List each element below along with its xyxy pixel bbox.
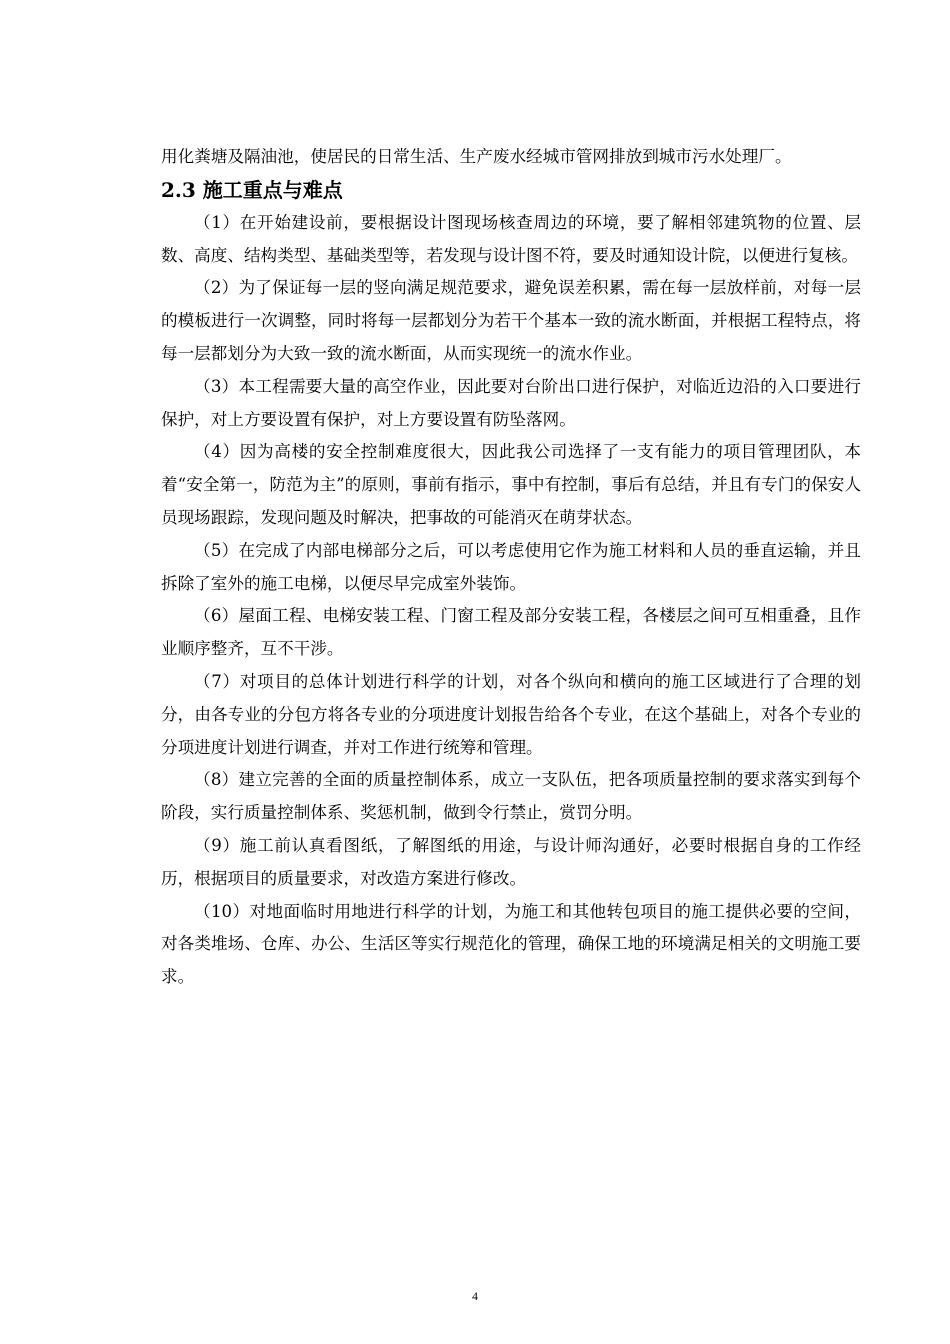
page-body (161, 141, 861, 994)
list-item-1: （1）在开始建设前，要根据设计图现场核查周边的环境，要了解相邻建筑物的位置、层数、高度、结构类型、基础类型等，若发现与设计图不符，要及时通知设计院，以便进行复核。 (161, 212, 861, 265)
list-item-9: （9）施工前认真看图纸，了解图纸的用途，与设计师沟通好，必要时根据自身的工作经历，根据项目的质量要求，对改造方案进行修改。 (161, 835, 861, 888)
list-item-6: （6）屋面工程、电梯安装工程、门窗工程及部分安装工程，各楼层之间可互相重叠，且作业顺序整齐，互不干涉。 (161, 606, 861, 659)
list-item-2: （2）为了保证每一层的竖向满足规范要求，避免误差积累，需在每一层放样前，对每一层的模板进行一次调整，同时将每一层都划分为若干个基本一致的流水断面，并根据工程特点，将每一层都划分为大致一致的流水断面，从而实现统一的流水作业。 (161, 278, 861, 363)
lead-paragraph: 用化粪塘及隔油池，使居民的日常生活、生产废水经城市管网排放到城市污水处理厂。 (161, 147, 792, 166)
section-heading: 2.3 施工重点与难点 (161, 177, 343, 202)
list-item-3: （3）本工程需要大量的高空作业，因此要对台阶出口进行保护，对临近边沿的入口要进行保护，对上方要设置有保护，对上方要设置有防坠落网。 (161, 376, 861, 429)
list-item-8: （8）建立完善的全面的质量控制体系，成立一支队伍，把各项质量控制的要求落实到每个阶段，实行质量控制体系、奖惩机制，做到令行禁止，赏罚分明。 (161, 770, 861, 823)
list-item-10: （10）对地面临时用地进行科学的计划，为施工和其他转包项目的施工提供必要的空间，对各类堆场、仓库、办公、生活区等实行规范化的管理，确保工地的环境满足相关的文明施工要求。 (161, 901, 861, 987)
list-item-7: （7）对项目的总体计划进行科学的计划，对各个纵向和横向的施工区域进行了合理的划分，由各专业的分包方将各专业的分项进度计划报告给各个专业，在这个基础上，对各个专业的分项进度计划进行调查，并对工作进行统筹和管理。 (161, 671, 861, 757)
page-number: 4 (472, 1289, 478, 1303)
list-item-5: （5）在完成了内部电梯部分之后，可以考虑使用它作为施工材料和人员的垂直运输，并且拆除了室外的施工电梯，以便尽早完成室外装饰。 (161, 540, 861, 593)
list-item-4: （4）因为高楼的安全控制难度很大，因此我公司选择了一支有能力的项目管理团队，本着“安全第一，防范为主”的原则，事前有指示，事中有控制，事后有总结，并且有专门的保安人员现场跟踪，发现问题及时解决，把事故的可能消灭在萌芽状态。 (161, 442, 861, 527)
